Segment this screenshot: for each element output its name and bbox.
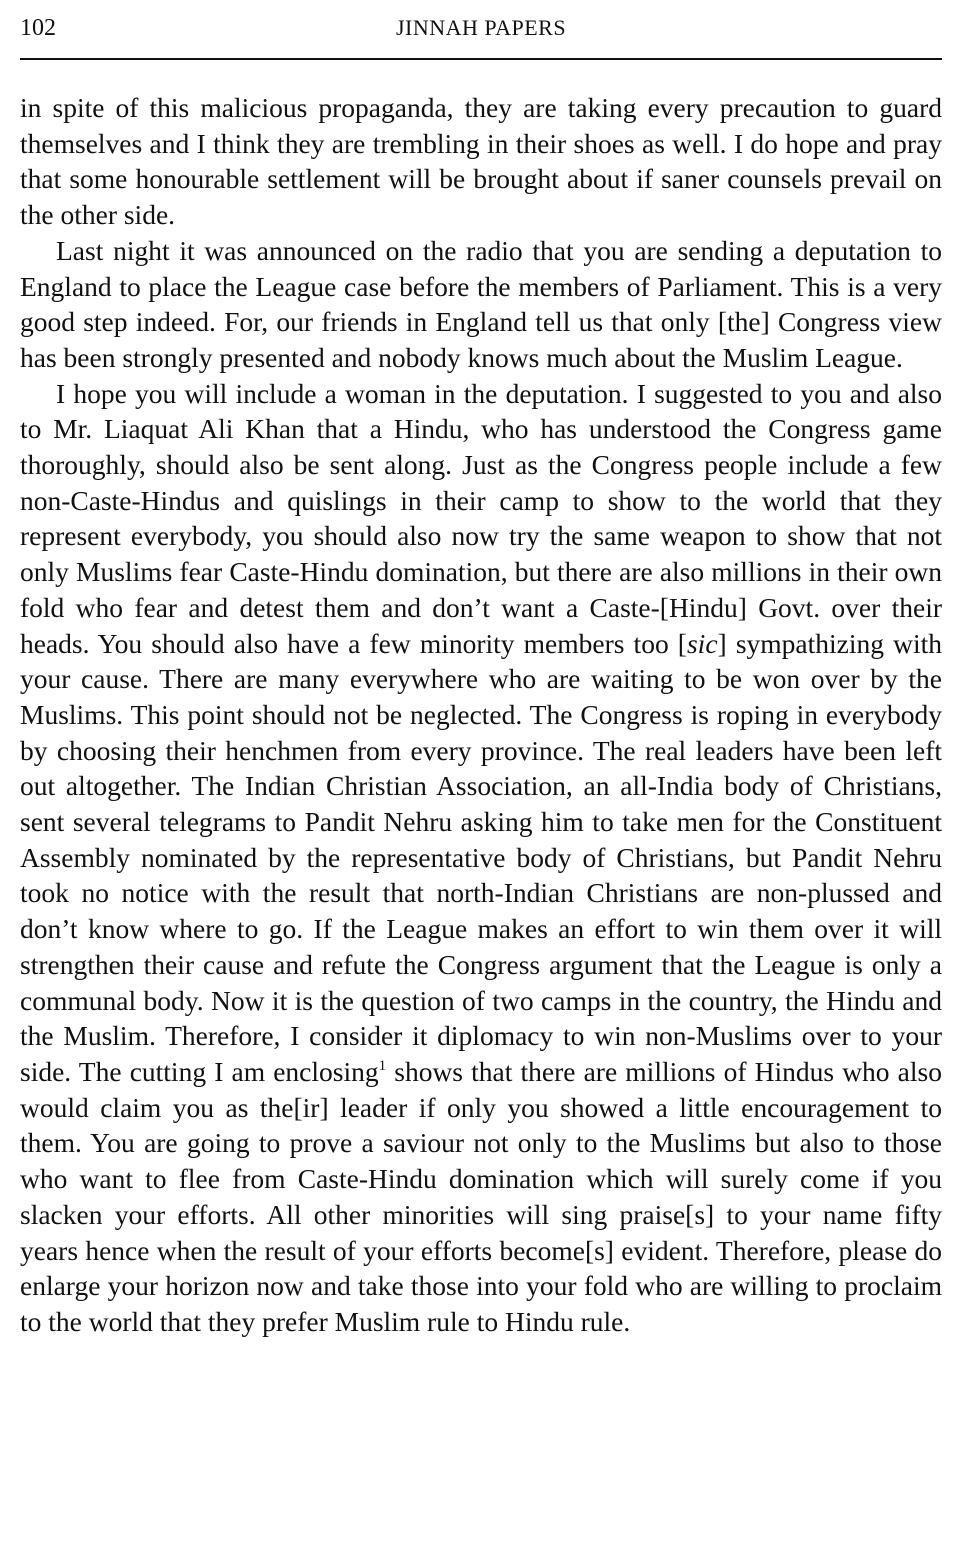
paragraph-3 [20,376,942,1340]
page-header [20,12,942,52]
paragraph-1: in spite of this malicious propaganda, they are taking every precaution to guard themselves and I think they are trembling in their shoes as well. I do hope and pray that some honourable settlement will be brought about if saner counsels prevail on the other side. [20,92,942,231]
paragraph-2: Last night it was announced on the radio that you are sending a deputation to England to place the League case before the members of Parliament. This is a very good step indeed. For, our friends in England tell us that only [the] Congress view has been strongly presented and nobody knows much about the Muslim League. [20,234,942,373]
paragraph-3-part-2: ] sympathizing with your cause. There are many everywhere who are waiting to be won over by the Muslims. This point should not be neglected. The Congress is roping in everybody by choosing their henchmen from every province. The real leaders have been left out altogether. The Indian Christian Association, an all-India body of Christians, sent several telegrams to Pandit Nehru asking him to take men for the Constituent Assembly nominated by the representative body of Christians, but Pandit Nehru took no notice with the result that north-Indian Christians are non-plussed and don’t know where to go. If the League makes an effort to win them over it will strengthen their cause and refute the Congress argument that the League is only a communal body. Now it is the question of two camps in the country, the Hindu and the Muslim. Therefore, I consider it diplomacy to win non-Muslims over to your side. The cutting I am enclosing [20,627,942,1087]
header-rule [20,58,942,60]
paragraph-3-part-3: shows that there are millions of Hindus who also would claim you as the[ir] leader if only you showed a little encouragement to them. You are going to prove a saviour not only to the Muslims but also to those who want to flee from Caste-Hindu domination which will surely come if you slacken your efforts. All other minorities will sing praise[s] to your name fifty years hence when the result of your efforts become[s] evident. Therefore, please do enlarge your horizon now and take those into your fold who are willing to proclaim to the world that they prefer Muslim rule to Hindu rule. [20,1055,942,1337]
running-head: JINNAH PAPERS [395,15,567,40]
footnote-reference[interactable]: 1 [378,1057,387,1074]
body-text [20,90,942,1340]
paragraph-3-part-1: I hope you will include a woman in the deputation. I suggested to you and also to Mr. Liaquat Ali Khan that a Hindu, who has understood the Congress game thoroughly, should also be sent along. Just as the Congress people include a few non-Caste-Hindus and quislings in their camp to show to the world that they represent everybody, you should also now try the same weapon to show that not only Muslims fear Caste-Hindu domination, but there are also millions in their own fold who fear and detest them and don’t want a Caste-[Hindu] Govt. over their heads. You should also have a few minority members too [ [20,377,942,659]
sic-annotation: sic [686,627,718,659]
page-number: 102 [20,15,56,41]
